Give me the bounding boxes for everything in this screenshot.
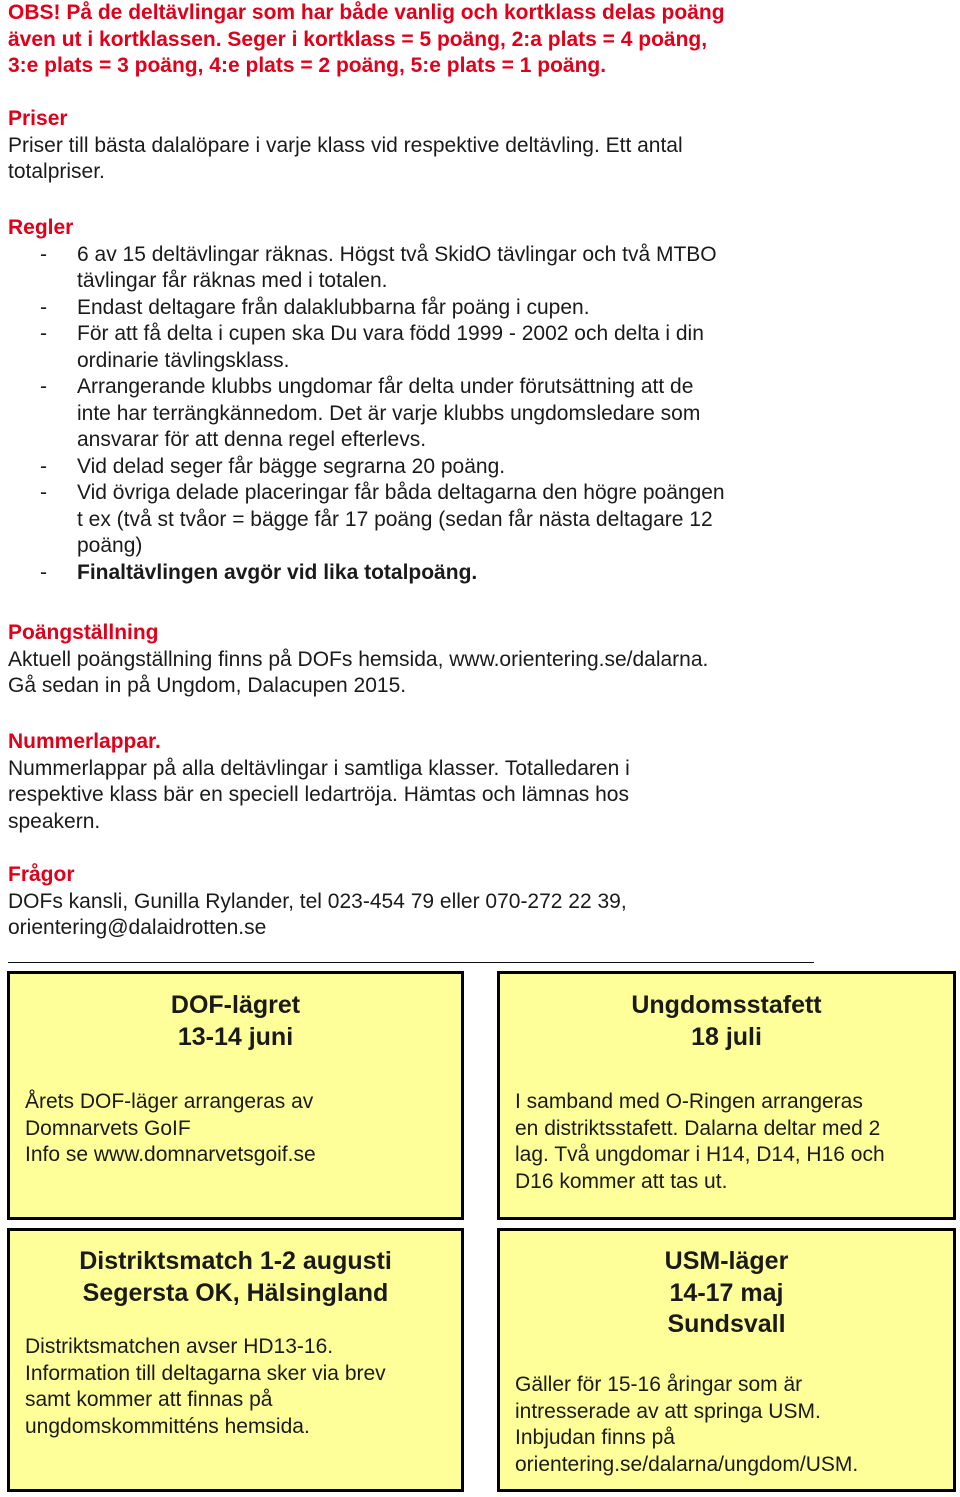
fragor-text: orientering@dalaidrotten.se — [8, 916, 267, 939]
rule-text: t ex (två st tvåor = bägge får 17 poäng (sedan får nästa deltagare 12 — [77, 507, 713, 531]
box-body-line: intresserade av att springa USM. — [515, 1399, 821, 1423]
rule-text: tävlingar får räknas med i totalen. — [77, 269, 388, 292]
rule-text: För att få delta i cupen ska Du vara född 1999 - 2002 och delta i din — [77, 322, 704, 345]
rule-text: Arrangerande klubbs ungdomar får delta under förutsättning att de — [77, 375, 694, 398]
rule-dash: - — [40, 295, 47, 319]
regler-section — [8, 215, 948, 586]
rule-item-final — [8, 560, 948, 587]
rule-item — [8, 374, 948, 454]
rule-text: ordinarie tävlingsklass. — [77, 348, 290, 372]
box-title-line: Segersta OK, Hälsingland — [82, 1278, 389, 1307]
box-title-line: DOF-lägret — [170, 991, 301, 1019]
box-body-line: ungdomskommitténs hemsida. — [25, 1414, 310, 1438]
box-title-line: USM-läger — [664, 1247, 789, 1275]
poangstallning-text: Gå sedan in på Ungdom, Dalacupen 2015. — [8, 674, 407, 697]
box-title-line: 14-17 maj — [669, 1278, 784, 1307]
regler-heading: Regler — [8, 216, 74, 239]
rule-item — [8, 321, 948, 374]
fragor-text: DOFs kansli, Gunilla Rylander, tel 023-454 79 eller 070-272 22 39, — [8, 889, 627, 913]
priser-section — [8, 106, 948, 186]
distriktsmatch-title — [10, 1246, 461, 1309]
box-body-line: Gäller för 15-16 åringar som är — [515, 1373, 803, 1396]
box-body-line: Årets DOF-läger arrangeras av — [25, 1090, 314, 1113]
box-body-line: D16 kommer att tas ut. — [515, 1169, 728, 1193]
rule-text-final: Finaltävlingen avgör vid lika totalpoäng. — [77, 560, 478, 584]
box-title-line: 18 juli — [691, 1022, 762, 1051]
box-title-line: 13-14 juni — [177, 1022, 294, 1051]
obs-notice — [8, 0, 948, 80]
rule-text: Vid delad seger får bägge segrarna 20 poäng. — [77, 454, 506, 478]
obs-line: 3:e plats = 3 poäng, 4:e plats = 2 poäng, 5:e plats = 1 poäng. — [8, 54, 607, 77]
rule-item — [8, 295, 948, 322]
rule-dash: - — [40, 242, 47, 266]
nummerlappar-section — [8, 729, 948, 835]
rule-dash: - — [40, 375, 47, 398]
box-title-line: Distriktsmatch 1-2 augusti — [79, 1247, 392, 1275]
box-body-line: en distriktsstafett. Dalarna deltar med 2 — [515, 1116, 881, 1140]
ungdomsstafett-box — [497, 971, 956, 1220]
priser-text: totalpriser. — [8, 160, 105, 183]
box-body-line: orientering.se/dalarna/ungdom/USM. — [515, 1452, 859, 1476]
usm-lager-body — [515, 1372, 941, 1478]
rule-item — [8, 454, 948, 481]
divider-line — [8, 962, 814, 963]
rule-text: 6 av 15 deltävlingar räknas. Högst två SkidO tävlingar och två MTBO — [77, 242, 717, 266]
nummerlappar-text: Nummerlappar på alla deltävlingar i samtliga klasser. Totalledaren i — [8, 756, 630, 780]
poangstallning-section — [8, 620, 948, 700]
nummerlappar-text: respektive klass bär en speciell ledartröja. Hämtas och lämnas hos — [8, 783, 629, 806]
dof-lager-body — [25, 1089, 449, 1169]
poangstallning-text: Aktuell poängställning finns på DOFs hemsida, www.orientering.se/dalarna. — [8, 647, 709, 671]
rule-item — [8, 480, 948, 560]
box-body-line: samt kommer att finnas på — [25, 1388, 273, 1411]
rule-dash: - — [40, 322, 47, 345]
nummerlappar-text: speakern. — [8, 809, 101, 833]
regler-list — [8, 242, 948, 587]
distriktsmatch-box — [7, 1228, 464, 1492]
rule-text: Vid övriga delade placeringar får båda deltagarna den högre poängen — [77, 481, 725, 504]
ungdomsstafett-title — [500, 990, 953, 1053]
rule-text: inte har terrängkännedom. Det är varje klubbs ungdomsledare som — [77, 401, 701, 425]
nummerlappar-heading: Nummerlappar. — [8, 730, 161, 753]
ungdomsstafett-body — [515, 1089, 941, 1195]
box-body-line: Inbjudan finns på — [515, 1426, 675, 1449]
rule-dash: - — [40, 454, 47, 478]
obs-line: OBS! På de deltävlingar som har både vanlig och kortklass delas poäng — [8, 1, 725, 24]
fragor-section — [8, 862, 948, 942]
poangstallning-heading: Poängställning — [8, 621, 159, 644]
box-body-line: Domnarvets GoIF — [25, 1116, 191, 1140]
box-title-line: Ungdomsstafett — [631, 991, 822, 1019]
rule-item — [8, 242, 948, 295]
box-body-line: Info se www.domnarvetsgoif.se — [25, 1143, 316, 1166]
box-body-line: Distriktsmatchen avser HD13-16. — [25, 1335, 334, 1358]
fragor-heading: Frågor — [8, 863, 75, 886]
priser-heading: Priser — [8, 107, 68, 130]
box-body-line: I samband med O-Ringen arrangeras — [515, 1090, 863, 1113]
rule-text: Endast deltagare från dalaklubbarna får poäng i cupen. — [77, 295, 590, 319]
obs-line: även ut i kortklassen. Seger i kortklass = 5 poäng, 2:a plats = 4 poäng, — [8, 27, 708, 51]
dof-lager-title — [10, 990, 461, 1053]
box-body-line: lag. Två ungdomar i H14, D14, H16 och — [515, 1143, 885, 1166]
rule-text: ansvarar för att denna regel efterlevs. — [77, 428, 427, 451]
rule-dash: - — [40, 481, 47, 504]
rule-text: poäng) — [77, 534, 143, 557]
box-title-line: Sundsvall — [667, 1310, 786, 1338]
dof-lager-box — [7, 971, 464, 1220]
rule-dash: - — [40, 560, 47, 584]
usm-lager-box — [497, 1228, 956, 1492]
usm-lager-title — [500, 1246, 953, 1341]
box-body-line: Information till deltagarna sker via brev — [25, 1361, 386, 1385]
distriktsmatch-body — [25, 1334, 449, 1440]
priser-text: Priser till bästa dalalöpare i varje klass vid respektive deltävling. Ett antal — [8, 133, 683, 157]
